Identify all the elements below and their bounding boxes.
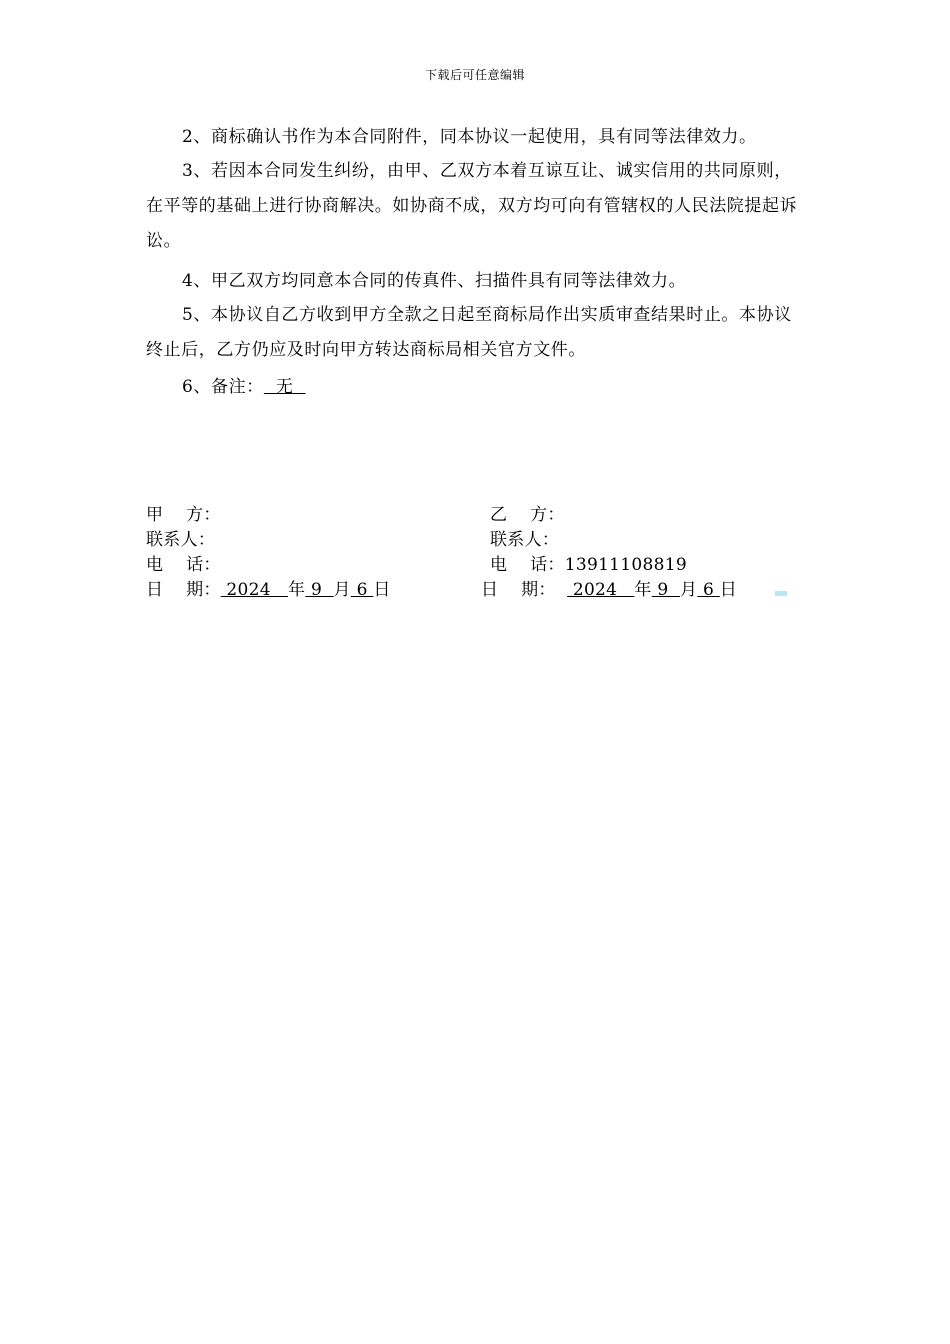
party-b-date-label: 日 期： — [481, 580, 568, 600]
party-b-day: 6 — [697, 580, 720, 600]
party-b-day-unit: 日 — [719, 580, 738, 600]
party-a-year: 2024 — [220, 580, 288, 600]
party-b-date — [481, 578, 737, 603]
party-b-label: 乙 方： — [490, 505, 565, 525]
party-a-day: 6 — [350, 580, 374, 600]
remarks-value: 无 — [263, 377, 306, 397]
party-b-year: 2024 — [567, 580, 635, 600]
party-a-date — [146, 578, 391, 603]
party-b-contact-label: 联系人： — [490, 530, 560, 550]
party-a-date-label: 日 期： — [146, 580, 221, 600]
page-header: 下载后可任意编辑 — [424, 68, 525, 82]
party-b-year-unit: 年 — [634, 580, 652, 600]
party-a-label: 甲 方： — [146, 505, 221, 525]
clause-2: 2、商标确认书作为本合同附件，同本协议一起使用，具有同等法律效力。 — [182, 127, 757, 147]
clause-6 — [146, 370, 806, 405]
clause-5: 5、本协议自乙方收到甲方全款之日起至商标局作出实质审查结果时止。本协议终止后，乙方仍应及时向甲方转达商标局相关官方文件。 — [146, 305, 792, 360]
party-b-phone — [490, 553, 687, 578]
party-b-phone-value: 13911108819 — [564, 555, 687, 575]
party-a-month: 9 — [305, 580, 334, 600]
remarks-label: 6、备注： — [182, 377, 264, 397]
party-a-phone-label: 电 话： — [146, 555, 221, 575]
party-b-phone-label: 电 话： — [490, 555, 565, 575]
party-a-year-unit: 年 — [288, 580, 306, 600]
party-a-day-unit: 日 — [373, 580, 391, 600]
clause-3: 3、若因本合同发生纠纷，由甲、乙双方本着互谅互让、诚实信用的共同原则， 在平等的基础上进行协商解决。如协商不成，双方均可向有管辖权的人民法院提起诉讼。 — [146, 161, 798, 251]
party-b-month-unit: 月 — [679, 580, 698, 600]
party-a-contact-label: 联系人： — [146, 530, 216, 550]
party-a-month-unit: 月 — [333, 580, 351, 600]
highlight-marker — [775, 591, 787, 596]
clause-4: 4、甲乙双方均同意本合同的传真件、扫描件具有同等法律效力。 — [182, 271, 687, 291]
party-b-month: 9 — [651, 580, 680, 600]
